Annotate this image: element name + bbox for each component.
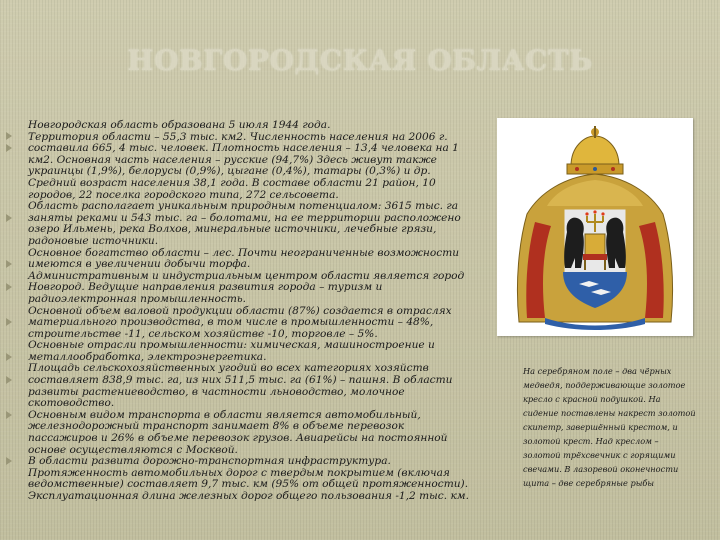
paragraph-roads: В области развита дорожно-транспортная инфраструктура. Протяженность автомобильных дорог с твердым покрытием (включая ведомственные) составляет 9,7 тыс. км (95% от общей протяженности). Эксплуатационная длина железных дорог общего пользования -1,2 тыс. км. [28, 455, 469, 502]
paragraph-transport: Основным видом транспорта в области является автомобильный, железнодорожный транспорт занимает 8% в объеме перевозок пассажиров и 26% в объеме перевозок грузов. Авиарейсы на постоянной основе осуществляются с Москвой. [28, 408, 448, 456]
slide-title: НОВГОРОДСКАЯ ОБЛАСТЬ [127, 44, 593, 77]
paragraph-territory: Территория области – 55,3 тыс. км2. Численность населения на 2006 г. составила 665, 4 тыс. человек. Плотность населения – 13,4 человека на 1 км2. Основная часть населения – русские (94,7%) Здесь живут также украинцы (1,9%), белорусы (0,9%), цыгане (0,4%), татары (0,3%) и др. Средний возраст населения 38,1 года. В составе области 21 район, 10 городов, 22 поселка городского типа, 272 сельсовета. [28, 130, 459, 201]
bullet-marker [6, 283, 12, 291]
paragraph-center: Административным и индустриальным центром области является город Новгород. Ведущие направления развития города – туризм и радиоэлектронная промышленность. [28, 269, 465, 305]
paragraph-founded: Новгородская область образована 5 июля 1944 года. [28, 119, 331, 131]
bullet-marker [6, 260, 12, 268]
paragraph-agriculture: Площадь сельскохозяйственных угодий во всех категориях хозяйств составляет 838,9 тыс. га, из них 511,5 тыс. га (61%) – пашня. В области развиты растениеводство, в частности льноводство, молочное скотоводство. [28, 362, 453, 410]
bullet-marker [6, 144, 12, 152]
bullet-column [6, 128, 26, 468]
bullet-marker [6, 376, 12, 384]
paragraph-industry: Основные отрасли промышленности: химическая, машиностроение и металлообработка, электроэнергетика. [28, 339, 435, 363]
coat-of-arms-image [505, 122, 685, 332]
bullet-marker [6, 318, 12, 326]
bullet-marker [6, 132, 12, 140]
paragraph-forest: Основное богатство области – лес. Почти неограниченные возможности имеются в увеличении добычи торфа. [28, 246, 460, 271]
body-text [28, 120, 470, 503]
bullet-marker [6, 411, 12, 419]
bullet-marker [6, 214, 12, 222]
paragraph-nature: Область располагает уникальным природным потенциалом: 3615 тыс. га заняты реками и 543 тыс. га – болотами, на ее территории расположено озеро Ильмень, река Волхов, минеральные источники, лечебные грязи, радоновые источники. [28, 200, 461, 247]
coat-of-arms-caption: На серебряном поле – два чёрных медведя, поддерживающие золотое кресло с красной подушкой. На сидение поставлены накрест золотой скипетр, завершённый крестом, и золотой крест. Над креслом – золотой трёхсвечник с горящими свечами. В лазоревой оконечности щита – две серебряные рыбы [523, 366, 696, 488]
bullet-marker [6, 353, 12, 361]
bullet-marker [6, 457, 12, 465]
paragraph-production: Основной объем валовой продукции области (87%) создается в отраслях материального производства, в том числе в промышленности – 48%, строительстве -11, сельском хозяйстве -10, торговле – 5%. [28, 304, 452, 340]
coat-of-arms-card [497, 118, 693, 336]
